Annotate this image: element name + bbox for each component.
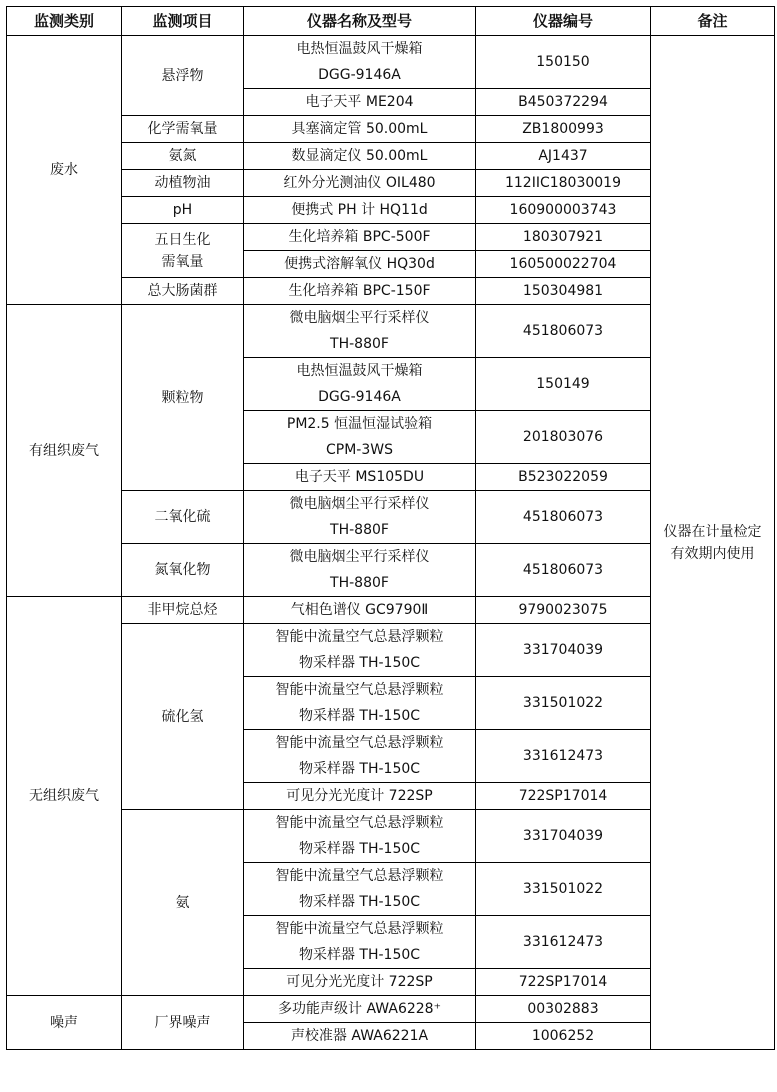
instrument-cell-line: 电热恒温鼓风干燥箱 xyxy=(296,363,423,379)
instrument-cell-line: 微电脑烟尘平行采样仪 xyxy=(289,496,430,512)
number-cell: 160500022704 xyxy=(476,251,651,278)
instrument-cell-line: DGG-9146A xyxy=(318,389,401,405)
category-cell: 有组织废气 xyxy=(7,305,122,597)
instrument-cell xyxy=(244,996,476,1023)
number-cell: 180307921 xyxy=(476,224,651,251)
instrument-cell-line: 电子天平 ME204 xyxy=(305,94,414,110)
number-cell: 451806073 xyxy=(476,491,651,544)
instrument-cell xyxy=(244,305,476,358)
instrument-cell-line: 智能中流量空气总悬浮颗粒 xyxy=(275,682,444,698)
instrument-cell-line: 智能中流量空气总悬浮颗粒 xyxy=(275,868,444,884)
header-instrument: 仪器名称及型号 xyxy=(244,7,476,36)
number-cell: 201803076 xyxy=(476,411,651,464)
item-cell: 二氧化硫 xyxy=(122,491,244,544)
instrument-cell xyxy=(244,116,476,143)
category-cell: 噪声 xyxy=(7,996,122,1050)
number-cell: 451806073 xyxy=(476,305,651,358)
instrument-cell xyxy=(244,624,476,677)
number-cell: 9790023075 xyxy=(476,597,651,624)
number-cell: ZB1800993 xyxy=(476,116,651,143)
number-cell: 331612473 xyxy=(476,730,651,783)
instrument-cell xyxy=(244,224,476,251)
instrument-cell xyxy=(244,197,476,224)
instrument-cell-line: CPM-3WS xyxy=(326,442,393,458)
instrument-cell-line: 微电脑烟尘平行采样仪 xyxy=(289,310,430,326)
instrument-cell-line: 物采样器 TH-150C xyxy=(298,655,421,671)
item-cell: 氨氮 xyxy=(122,143,244,170)
instrument-cell xyxy=(244,251,476,278)
number-cell: 331612473 xyxy=(476,916,651,969)
number-cell: 331501022 xyxy=(476,863,651,916)
item-cell: 化学需氧量 xyxy=(122,116,244,143)
instrument-cell xyxy=(244,783,476,810)
instrument-cell-line: 智能中流量空气总悬浮颗粒 xyxy=(275,735,444,751)
instrument-cell-line: 红外分光测油仪 OIL480 xyxy=(283,175,436,191)
number-cell: 331501022 xyxy=(476,677,651,730)
instrument-table xyxy=(6,6,775,1050)
number-cell: 1006252 xyxy=(476,1023,651,1050)
instrument-cell-line: 气相色谱仪 GC9790Ⅱ xyxy=(290,602,429,618)
item-cell: 硫化氢 xyxy=(122,624,244,810)
instrument-cell-line: PM2.5 恒温恒湿试验箱 xyxy=(286,416,433,432)
item-cell: 动植物油 xyxy=(122,170,244,197)
instrument-cell xyxy=(244,810,476,863)
item-cell: 氮氧化物 xyxy=(122,544,244,597)
instrument-cell-line: 多功能声级计 AWA6228⁺ xyxy=(278,1001,441,1017)
instrument-cell-line: 物采样器 TH-150C xyxy=(298,708,421,724)
instrument-cell-line: 声校准器 AWA6221A xyxy=(290,1028,429,1044)
instrument-cell-line: 生化培养箱 BPC-150F xyxy=(288,283,431,299)
instrument-cell xyxy=(244,278,476,305)
item-cell: 氨 xyxy=(122,810,244,996)
number-cell: 722SP17014 xyxy=(476,783,651,810)
instrument-cell xyxy=(244,491,476,544)
item-cell-line: 需氧量 xyxy=(161,253,204,270)
table-row xyxy=(7,36,775,89)
number-cell: 331704039 xyxy=(476,810,651,863)
item-cell: 非甲烷总烃 xyxy=(122,597,244,624)
number-cell: 160900003743 xyxy=(476,197,651,224)
item-cell: 厂界噪声 xyxy=(122,996,244,1050)
instrument-cell-line: 可见分光光度计 722SP xyxy=(286,974,433,990)
header-row xyxy=(7,7,775,36)
instrument-cell-line: 物采样器 TH-150C xyxy=(298,894,421,910)
instrument-cell-line: 智能中流量空气总悬浮颗粒 xyxy=(275,629,444,645)
instrument-cell-line: TH-880F xyxy=(330,575,389,591)
instrument-cell-line: 数显滴定仪 50.00mL xyxy=(291,148,428,164)
item-cell: 颗粒物 xyxy=(122,305,244,491)
header-item: 监测项目 xyxy=(122,7,244,36)
item-cell: pH xyxy=(122,197,244,224)
instrument-cell xyxy=(244,464,476,491)
item-cell xyxy=(122,224,244,278)
instrument-cell xyxy=(244,170,476,197)
number-cell: 331704039 xyxy=(476,624,651,677)
category-cell: 无组织废气 xyxy=(7,597,122,996)
instrument-cell xyxy=(244,143,476,170)
instrument-cell-line: 可见分光光度计 722SP xyxy=(286,788,433,804)
instrument-cell xyxy=(244,544,476,597)
header-number: 仪器编号 xyxy=(476,7,651,36)
instrument-cell-line: 物采样器 TH-150C xyxy=(298,841,421,857)
header-note: 备注 xyxy=(651,7,775,36)
instrument-cell-line: 智能中流量空气总悬浮颗粒 xyxy=(275,815,444,831)
item-cell: 总大肠菌群 xyxy=(122,278,244,305)
number-cell: 451806073 xyxy=(476,544,651,597)
instrument-cell-line: 电子天平 MS105DU xyxy=(294,469,425,485)
instrument-cell xyxy=(244,411,476,464)
instrument-cell xyxy=(244,597,476,624)
number-cell: B450372294 xyxy=(476,89,651,116)
instrument-cell-line: 便携式 PH 计 HQ11d xyxy=(291,202,428,218)
instrument-cell-line: 物采样器 TH-150C xyxy=(298,761,421,777)
instrument-cell xyxy=(244,677,476,730)
instrument-cell-line: DGG-9146A xyxy=(318,67,401,83)
instrument-cell-line: 微电脑烟尘平行采样仪 xyxy=(289,549,430,565)
instrument-cell-line: 生化培养箱 BPC-500F xyxy=(288,229,431,245)
instrument-cell xyxy=(244,916,476,969)
number-cell: 150304981 xyxy=(476,278,651,305)
number-cell: AJ1437 xyxy=(476,143,651,170)
instrument-cell xyxy=(244,863,476,916)
number-cell: 112IIC18030019 xyxy=(476,170,651,197)
note-cell: 仪器在计量检定有效期内使用 xyxy=(651,36,775,1050)
instrument-cell-line: 电热恒温鼓风干燥箱 xyxy=(296,41,423,57)
instrument-cell-line: 物采样器 TH-150C xyxy=(298,947,421,963)
instrument-cell xyxy=(244,1023,476,1050)
instrument-cell xyxy=(244,358,476,411)
instrument-cell xyxy=(244,36,476,89)
category-cell: 废水 xyxy=(7,36,122,305)
header-category: 监测类别 xyxy=(7,7,122,36)
item-cell-line: 五日生化 xyxy=(154,231,211,248)
instrument-cell xyxy=(244,969,476,996)
instrument-cell xyxy=(244,730,476,783)
number-cell: 150150 xyxy=(476,36,651,89)
instrument-cell-line: 便携式溶解氧仪 HQ30d xyxy=(284,256,435,272)
instrument-cell xyxy=(244,89,476,116)
instrument-cell-line: 具塞滴定管 50.00mL xyxy=(291,121,428,137)
table-body xyxy=(7,36,775,1050)
instrument-cell-line: 智能中流量空气总悬浮颗粒 xyxy=(275,921,444,937)
number-cell: B523022059 xyxy=(476,464,651,491)
number-cell: 150149 xyxy=(476,358,651,411)
instrument-cell-line: TH-880F xyxy=(330,336,389,352)
number-cell: 00302883 xyxy=(476,996,651,1023)
item-cell: 悬浮物 xyxy=(122,36,244,116)
number-cell: 722SP17014 xyxy=(476,969,651,996)
instrument-cell-line: TH-880F xyxy=(330,522,389,538)
